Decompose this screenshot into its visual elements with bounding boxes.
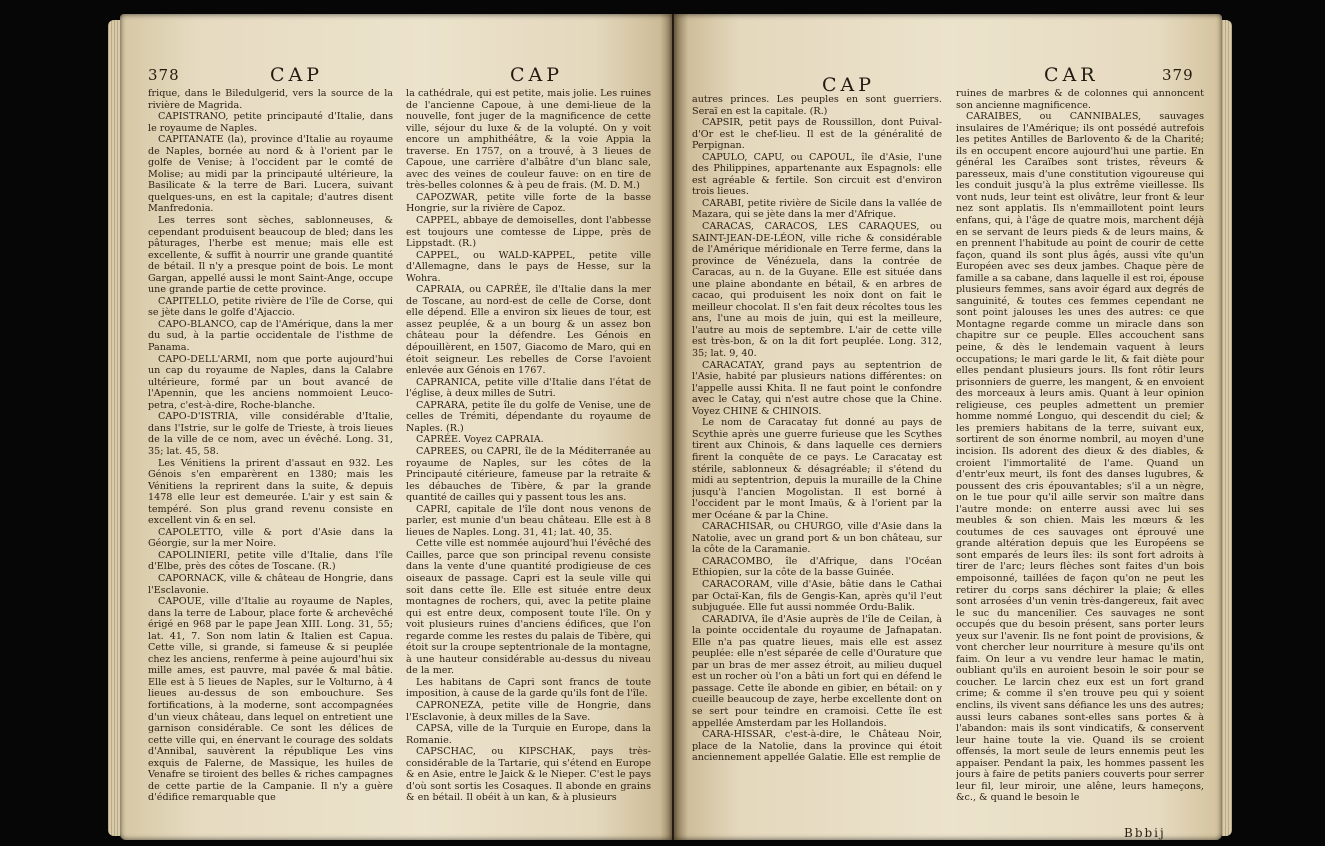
dictionary-entry: CAPSIR, petit pays de Roussillon, dont Puival-d'Or est le chef-lieu. Il est de la généralité de Perpignan. — [692, 117, 942, 152]
dictionary-entry: CARACORAM, ville d'Asie, bâtie dans le Cathai par Octaï-Kan, fils de Gengis-Kan, après qu'il l'eut subjuguée. Elle fut aussi nommée Ordu-Balik. — [692, 578, 942, 614]
right-running-head-2: CAR — [1044, 64, 1099, 86]
right-page — [674, 14, 1222, 840]
right-col1-entries — [692, 94, 942, 764]
dictionary-entry: Les Vénitiens la prirent d'assaut en 932. Les Génois s'en emparèrent en 1380; mais les Vénitiens la reprirent dans la suite, & depuis 1478 elle leur est demeurée. L'air y est sain & tempéré. Son plus grand revenu consiste en excellent vin & en sel. — [148, 457, 393, 527]
dictionary-entry: CARA-HISSAR, c'est-à-dire, le Château Noir, place de la Natolie, dans la province qui étoit anciennement appellée Galatie. Elle est remplie de — [692, 729, 942, 764]
left-col1-entries — [148, 88, 393, 804]
left-page-edges — [108, 20, 120, 836]
dictionary-entry: CARAIBES, ou CANNIBALES, sauvages insulaires de l'Amérique; ils ont possédé autrefois les petites Antilles de Barlovento & de la Charité; ils en occupent encore aujourd'hui une partie. En général les Caraïbes sont tristes, rêveurs & paresseux, mais d'une constitution vigoureuse qui les conduit jusqu'à la plus extrême vieillesse. Ils vont nuds, leur teint est olivâtre, leur front & leur nez sont applatis. Ils n'emmaillotent point leurs enfans, qui, à l'âge de quatre mois, marchent déjà en se servant de leurs pieds & de leurs mains, & en prennent l'habitude au point de courir de cette façon, quand ils sont plus âgés, aussi vîte qu'un Européen avec ses deux jambes. Chaque père de famille a sa cabane, dans laquelle il est roi, épouse plusieurs femmes, sans avoir égard aux degrés de sanguinité, & toutes ces femmes cependant ne sont point jalouses les unes des autres: ce que Montagne regarde comme un miracle dans son chapitre sur ce peuple. Elles accouchent sans peine, & dès le lendemain vaquent à leurs occupations; le mari garde le lit, & fait diète pour elles pendant plusieurs jours. Ils font rôtir leurs prisonniers de guerre, les mangent, & en envoient des morceaux à leurs amis. Quant à leur opinion religieuse, ces peuples admettent un premier homme nommé Longuo, qui descendit du ciel; & les premiers habitans de la terre, suivant eux, sortirent de son énorme nombril, au moyen d'une incision. Ils adorent des dieux & des diables, & croient l'immortalité de l'ame. Quand un d'entr'eux meurt, ils font des danses lugubres, & poussent des cris épouvantables; s'il a un nègre, on le tue pour qu'il aille servir son maître dans l'autre monde: on enterre aussi avec lui ses meubles & son chien. Mais les mœurs & les coutumes de ces sauvages ont éprouvé une grande altération depuis que les Européens se sont emparés de leurs îles: ils sont fort adroits à tirer de l'arc; leurs flèches sont faites d'un bois empoisonné, taillées de façon qu'on ne peut les retirer du corps sans déchirer la plaie; & elles sont arrosées d'un venin très-dangereux, fait avec le suc du mancenilier. Ces sauvages ne sont occupés que du besoin présent, sans porter leurs yeux sur l'avenir. Ils ne font point de provisions, & vont chercher leur nourriture à mesure qu'ils ont faim. On leur a vu vendre leur hamac le matin, oubliant qu'ils en auroient besoin le soir pour se coucher. Le larcin chez eux est un fort grand crime; & comme il s'en trouve peu qui y soient enclins, ils vivent sans défiance les uns des autres; aussi leurs cabanes sont-elles sans portes & à l'abandon: mais ils sont vindicatifs, & conservent leur haine toute la vie. Quand ils se croient offensés, la mort seule de leurs ennemis peut les appaiser. Pendant la paix, les hommes passent les jours à faire de petits paniers couverts pour serrer leur fil, leur miroir, une alêne, leurs hameçons, &c., & quand le besoin le — [956, 111, 1204, 804]
dictionary-entry: CARADIVA, île d'Asie auprès de l'île de Ceilan, à la pointe occidentale du royaume de Jafnapatan. Elle n'a pas quatre lieues, mais elle est assez peuplée: elle n'est séparée de celle d'Ourature que par un bras de mer assez étroit, au milieu duquel est un rocher où l'on a bâti un fort qui en défend le passage. Cette île abonde en gibier, en bétail: on y cueille beaucoup de zaye, herbe excellente dont on se sert pour teindre en cramoisi. Cette île est appellée Amsterdam par les Hollandois. — [692, 613, 942, 729]
dictionary-entry: CAPPEL, ou WALD-KAPPEL, petite ville d'Allemagne, dans le pays de Hesse, sur la Wohra. — [406, 249, 651, 284]
dictionary-entry: CAPRANICA, petite ville d'Italie dans l'état de l'église, à deux milles de Sutri. — [406, 376, 651, 400]
dictionary-entry: CAPITANATE (la), province d'Italie au royaume de Naples, bornée au nord & à l'orient par le golfe de Venise; à l'occident par le comté de Molise; au midi par la principauté ultérieure, la Basilicate & la terre de Bari. Lucera, suivant quelques-uns, en est la capitale; d'autres disent Manfredonia. — [148, 134, 393, 215]
left-column-2 — [406, 88, 651, 828]
left-page-number: 378 — [148, 66, 180, 84]
signature-mark: Bbbij — [1124, 826, 1166, 840]
dictionary-entry: CAPULO, CAPU, ou CAPOUL, île d'Asie, l'une des Philippines, appartenante aux Espagnols: elle est agréable & fertile. Son circuit est d'environ trois lieues. — [692, 151, 942, 198]
dictionary-entry: CAPRONEZA, petite ville de Hongrie, dans l'Esclavonie, à deux milles de la Save. — [406, 699, 651, 723]
dictionary-entry: CAPSA, ville de la Turquie en Europe, dans la Romanie. — [406, 723, 651, 746]
dictionary-entry: CAPOLETTO, ville & port d'Asie dans la Géorgie, sur la mer Noire. — [148, 526, 393, 550]
dictionary-entry: CAPRÉE. Voyez CAPRAIA. — [416, 434, 544, 446]
dictionary-entry: CAPOZWAR, petite ville forte de la basse Hongrie, sur la rivière de Capoz. — [406, 191, 651, 215]
dictionary-entry: CAPRAIA, ou CAPRÉE, île d'Italie dans la mer de Toscane, au nord-est de celle de Corse, dont elle dépend. Elle a environ six lieues de tour, est assez peuplée, & a un bourg & un assez bon château pour la défendre. Les Génois en dépouillèrent, en 1507, Giacomo de Maro, qui en étoit seigneur. Les rebelles de Corse l'avoient enlevée aux Génois en 1767. — [406, 284, 651, 377]
dictionary-entry: CAPISTRANO, petite principauté d'Italie, dans le royaume de Naples. — [148, 111, 393, 134]
dictionary-entry: autres princes. Les peuples en sont guerriers. Seraï en est la capitale. (R.) — [692, 94, 942, 117]
dictionary-entry: CAPSCHAC, ou KIPSCHAK, pays très-considérable de la Tartarie, qui s'étend en Europe & en Asie, entre le Jaick & le Nieper. C'est le pays d'où sont sortis les Cosaques. Il abonde en grains & en bétail. Il obéit à un kan, & à plusieurs — [406, 746, 651, 804]
dictionary-entry: CAPITELLO, petite rivière de l'île de Corse, qui se jète dans le golfe d'Ajaccio. — [148, 295, 393, 319]
book-gutter — [660, 14, 688, 840]
dictionary-entry: CAPRARA, petite île du golfe de Venise, une de celles de Trémiti, dépendante du royaume de Naples. (R.) — [406, 399, 651, 434]
right-column-1 — [692, 94, 942, 834]
right-page-number: 379 — [1162, 66, 1194, 84]
left-page — [120, 14, 672, 840]
dictionary-entry: CAPREES, ou CAPRI, île de la Méditerranée au royaume de Naples, sur les côtes de la Principauté citérieure, fameuse par la retraite & les débauches de Tibère, & par la grande quantité de cailles qui y passent tous les ans. — [406, 445, 651, 504]
dictionary-entry: Cette ville est nommée aujourd'hui l'évêché des Cailles, parce que son principal revenu consiste dans la vente d'une quantité prodigieuse de ces oiseaux de passage. Capri est la seule ville qui soit dans cette île. Elle est située entre deux montagnes de rochers, qui, avec la petite plaine qui est entre deux, composent toute l'île. On y voit plusieurs ruines d'anciens édifices, que l'on regarde comme les restes du palais de Tibère, qui étoit sur la croupe septentrionale de la montagne, à une hauteur considérable au-dessus du niveau de la mer. — [406, 538, 651, 677]
dictionary-entry: CARACHISAR, ou CHURGO, ville d'Asie dans la Natolie, avec un grand port & un bon château, sur la côte de la Caramanie. — [692, 521, 942, 556]
dictionary-entry: CAPO-BLANCO, cap de l'Amérique, dans la mer du sud, à la partie occidentale de l'isthme de Panama. — [148, 318, 393, 354]
dictionary-entry: CARACATAY, grand pays au septentrion de l'Asie, habité par plusieurs nations différentes: on l'appelle aussi Khita. Il ne faut point le confondre avec le Catay, qui n'est autre chose que la Chine. Voyez CHINE & CHINOIS. — [692, 359, 942, 417]
dictionary-entry: CAPORNACK, ville & château de Hongrie, dans l'Esclavonie. — [148, 572, 393, 596]
dictionary-entry: CARABI, petite rivière de Sicile dans la vallée de Mazara, qui se jète dans la mer d'Afrique. — [692, 197, 942, 221]
right-column-2 — [956, 88, 1204, 828]
dictionary-entry: CAPPEL, abbaye de demoiselles, dont l'abbesse est toujours une comtesse de Lippe, près de Lippstadt. (R.) — [406, 215, 651, 250]
dictionary-entry: Les terres sont sèches, sablonneuses, & cependant produisent beaucoup de bled; dans les pâturages, l'herbe est menue; mais elle est excellente, & suffit à nourrir une grande quantité de bétail. Il n'y a presque point de bois. Le mont Gargan, appellé aussi le mont Saint-Ange, occupe une grande partie de cette province. — [148, 215, 393, 296]
dictionary-entry: ruines de marbres & de colonnes qui annoncent son ancienne magnificence. — [956, 88, 1204, 111]
dictionary-entry: CARACAS, CARACOS, LES CARAQUES, ou SAINT-JEAN-DE-LÉON, ville riche & considérable de l'Amérique méridionale en Terre ferme, dans la province de Vénézuela, dans la contrée de Caracas, au n. de la Guyane. Elle est située dans une plaine abondante en bétail, & en arbres de cacao, qui produisent les noix dont on fait le meilleur chocolat. Il s'en fait deux récoltes tous les ans, l'une au mois de juin, qui est la meilleure, l'autre au mois de septembre. L'air de cette ville est très-bon, & on la dit fort peuplée. Long. 312, 35; lat. 9, 40. — [692, 221, 942, 360]
left-running-head-2: CAP — [510, 64, 564, 86]
dictionary-entry: CAPOLINIERI, petite ville d'Italie, dans l'île d'Elbe, près des côtes de Toscane. (R.) — [148, 549, 393, 573]
right-running-head-1: CAP — [822, 74, 876, 96]
right-page-edges — [1222, 20, 1232, 836]
dictionary-entry: CAPO-D'ISTRIA, ville considérable d'Italie, dans l'Istrie, sur le golfe de Trieste, à trois lieues de la ville de ce nom, avec un évêché. Long. 31, 35; lat. 45, 58. — [148, 411, 393, 457]
dictionary-entry: CAPO-DELL'ARMI, nom que porte aujourd'hui un cap du royaume de Naples, dans la Calabre ultérieure, formé par un bout avancé de l'Apennin, que les anciens nommoient Leuco-petra, c'est-à-dire, Roche-blanche. — [148, 353, 393, 411]
dictionary-entry: Le nom de Caracatay fut donné au pays de Scythie après une guerre furieuse que les Scythes tirent aux Chinois, & dans laquelle ces derniers firent la conquête de ce pays. Le Caracatay est stérile, sablonneux & désagréable; il s'étend du midi au septentrion, depuis la muraille de la Chine jusqu'à l'ancien Mogolistan. Il est borné à l'occident par le mont Imaüs, & à l'orient par la mer Océane & par la Chine. — [692, 417, 942, 521]
dictionary-entry: la cathédrale, qui est petite, mais jolie. Les ruines de l'ancienne Capoue, à une demi-lieue de la nouvelle, font juger de la magnificence de cette ville, séjour du luxe & de la volupté. On y voit encore un amphithéâtre, & la voie Appia la traverse. En 1757, on a trouvé, à 3 lieues de Capoue, une carrière d'albâtre d'un blanc sale, avec des veines de couleur fauve: on en tire de très-belles colonnes & à peu de frais. (M. D. M.) — [406, 88, 651, 192]
dictionary-entry: frique, dans le Biledulgerid, vers la source de la rivière de Magrida. — [148, 88, 393, 111]
right-col2-entries — [956, 88, 1204, 804]
dictionary-entry: CAPRI, capitale de l'île dont nous venons de parler, est munie d'un beau château. Elle est à 8 lieues de Naples. Long. 31, 41; lat. 40, 35. — [406, 503, 651, 538]
dictionary-entry: CARACOMBO, île d'Afrique, dans l'Océan Ethiopien, sur la côte de la basse Guinée. — [692, 555, 942, 579]
left-col2-entries — [406, 88, 651, 804]
dictionary-entry: Les habitans de Capri sont francs de toute imposition, à cause de la garde qu'ils font de l'île. — [406, 676, 651, 700]
left-column-1 — [148, 88, 393, 828]
left-running-head-1: CAP — [270, 64, 324, 86]
dictionary-entry: CAPOUE, ville d'Italie au royaume de Naples, dans la terre de Labour, place forte & archevêché érigé en 968 par le pape Jean XIII. Long. 31, 55; lat. 41, 7. Son nom latin & Italien est Capua. Cette ville, si grande, si fameuse & si peuplée chez les anciens, renferme à peine aujourd'hui six mille ames, est pauvre, mal pavée & mal bâtie. Elle est à 5 lieues de Naples, sur le Volturno, à 4 lieues au-dessus de son embouchure. Ses fortifications, à la moderne, sont accompagnées d'un vieux château, dans lequel on entretient une garnison considérable. Ce sont les délices de cette ville qui, en énervant le courage des soldats d'Annibal, sauvèrent la république Les vins exquis de Falerne, de Massique, les huiles de Venafre se tiroient des belles & riches campagnes de cette partie de la Campanie. Il n'y a guère d'édifice remarquable que — [148, 596, 393, 804]
